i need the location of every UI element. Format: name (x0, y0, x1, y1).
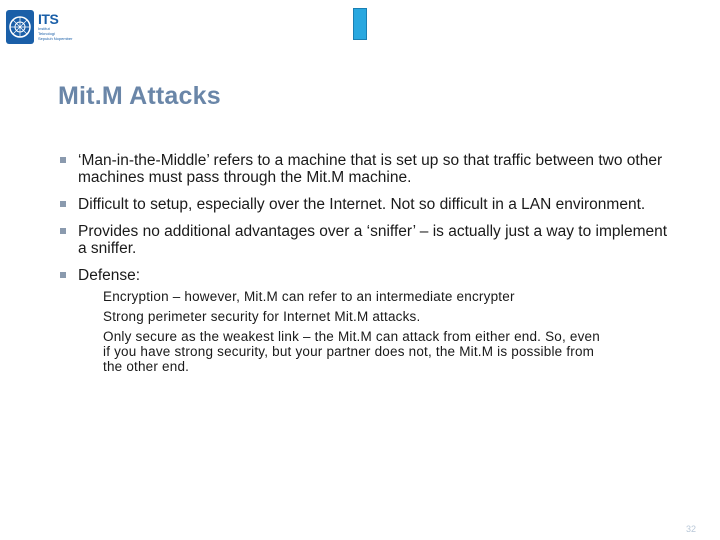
slide-body (58, 152, 668, 379)
bullet-point: Provides no additional advantages over a ‘sniffer’ – is actually just a way to implement a sniffer. (58, 223, 668, 257)
bullet-point: Difficult to setup, especially over the Internet. Not so difficult in a LAN environment. (58, 196, 668, 213)
institution-acronym: ITS (38, 11, 59, 27)
bullet-point: ‘Man-in-the-Middle’ refers to a machine that is set up so that traffic between two other machines must pass through the Mit.M machine. (58, 152, 668, 186)
bullet-point-defense: Defense: (58, 267, 668, 284)
slide-page-number: 32 (685, 524, 696, 534)
institution-name-line-1: Institut (38, 26, 50, 31)
slide-title: Mit.M Attacks (58, 82, 221, 110)
its-seal-logo (6, 10, 34, 44)
sub-bullet-item: Encryption – however, Mit.M can refer to an intermediate encrypter (103, 289, 515, 304)
header-accent-bar (353, 8, 367, 40)
institution-name-line-2: Teknologi (38, 31, 55, 36)
institution-wordmark (38, 12, 72, 41)
sub-bullet-item: Strong perimeter security for Internet Mit.M attacks. (103, 309, 421, 324)
defense-sub-list (58, 289, 668, 374)
sub-bullet-item: Only secure as the weakest link – the Mit.M can attack from either end. So, even if you have strong security, but your partner does not, the Mit.M is possible from the other end. (103, 329, 600, 374)
institution-name-line-3: Sepuluh Nopember (38, 36, 73, 41)
